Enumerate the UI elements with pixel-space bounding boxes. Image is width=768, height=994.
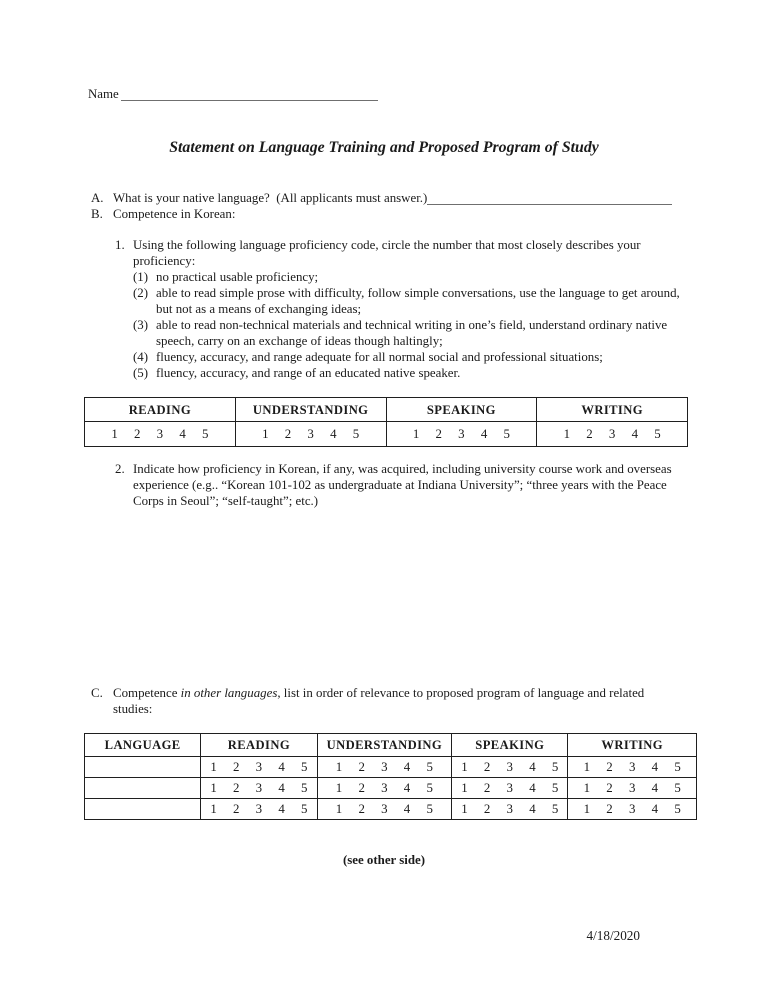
- speaking-header: SPEAKING: [452, 734, 568, 757]
- speaking-scale[interactable]: 1 2 3 4 5: [452, 757, 568, 778]
- item-2-text: Indicate how proficiency in Korean, if any, was acquired, including university course work and overseas experience (e.g.. “Korean 101-102 as undergraduate at Indiana University”; “three years with the Peace Corps in Seoul”; “self-taught”; etc.): [133, 462, 672, 508]
- section-c: [91, 685, 672, 717]
- code-text: able to read simple prose with difficulty, follow simple conversations, use the language to get around, but not as a means of exchanging ideas;: [156, 286, 680, 316]
- section-a: [91, 190, 672, 206]
- writing-header: WRITING: [568, 734, 697, 757]
- section-c-label: C.: [91, 686, 103, 700]
- language-name-cell[interactable]: [85, 778, 201, 799]
- language-name-cell[interactable]: [85, 757, 201, 778]
- language-row-2: [85, 778, 697, 799]
- writing-scale[interactable]: 1 2 3 4 5: [568, 778, 697, 799]
- code-label: (1): [133, 270, 149, 284]
- section-b: [91, 206, 672, 222]
- understanding-header: UNDERSTANDING: [317, 734, 452, 757]
- other-languages-table: [84, 733, 697, 820]
- section-c-suffix: , list in order of relevance to proposed program of language and related studies:: [113, 686, 645, 716]
- korean-writing-header: WRITING: [537, 398, 688, 422]
- code-text: fluency, accuracy, and range of an educated native speaker.: [156, 366, 461, 380]
- korean-speaking-scale[interactable]: 1 2 3 4 5: [386, 422, 537, 447]
- understanding-scale[interactable]: 1 2 3 4 5: [317, 757, 452, 778]
- reading-scale[interactable]: 1 2 3 4 5: [201, 757, 317, 778]
- code-text: able to read non-technical materials and technical writing in one’s field, understand ordinary native speech, carry on an exchange of ideas though haltingly;: [156, 318, 668, 348]
- korean-proficiency-table: [84, 397, 688, 447]
- speaking-scale[interactable]: 1 2 3 4 5: [452, 778, 568, 799]
- code-label: (4): [133, 350, 149, 364]
- native-language-blank[interactable]: [427, 190, 672, 205]
- writing-scale[interactable]: 1 2 3 4 5: [568, 799, 697, 820]
- section-c-text: [113, 685, 672, 717]
- table-header-row: [85, 734, 697, 757]
- code-text: no practical usable proficiency;: [156, 270, 319, 284]
- korean-writing-scale[interactable]: 1 2 3 4 5: [537, 422, 688, 447]
- section-a-label: A.: [91, 191, 104, 205]
- name-label: Name: [88, 87, 119, 101]
- code-label: (2): [133, 286, 149, 300]
- item-2-answer-area[interactable]: [133, 516, 672, 676]
- reading-header: READING: [201, 734, 317, 757]
- code-item: [133, 317, 683, 349]
- language-header: LANGUAGE: [85, 734, 201, 757]
- understanding-scale[interactable]: 1 2 3 4 5: [317, 778, 452, 799]
- korean-speaking-header: SPEAKING: [386, 398, 537, 422]
- item-1-label: 1.: [115, 238, 125, 252]
- section-a-text: What is your native language? (All applicants must answer.): [113, 191, 428, 205]
- revision-date: 4/18/2020: [586, 928, 640, 943]
- writing-scale[interactable]: 1 2 3 4 5: [568, 757, 697, 778]
- table-header-row: [85, 398, 688, 422]
- item-1-text: Using the following language proficiency code, circle the number that most closely describes your proficiency:: [133, 238, 641, 268]
- language-row-1: [85, 757, 697, 778]
- item-2: [115, 461, 672, 509]
- code-item: [133, 285, 683, 317]
- name-row: [88, 86, 378, 102]
- language-name-cell[interactable]: [85, 799, 201, 820]
- page-title: Statement on Language Training and Proposed Program of Study: [169, 139, 599, 156]
- section-b-text: Competence in Korean:: [113, 207, 236, 221]
- code-text: fluency, accuracy, and range adequate for all normal social and professional situations;: [156, 350, 603, 364]
- korean-reading-scale[interactable]: 1 2 3 4 5: [85, 422, 236, 447]
- section-c-italic: in other languages: [180, 686, 278, 700]
- korean-reading-header: READING: [85, 398, 236, 422]
- code-label: (5): [133, 366, 149, 380]
- see-other-side-note: (see other side): [342, 853, 426, 867]
- code-item: [133, 269, 683, 285]
- reading-scale[interactable]: 1 2 3 4 5: [201, 799, 317, 820]
- speaking-scale[interactable]: 1 2 3 4 5: [452, 799, 568, 820]
- section-c-prefix: Competence: [113, 686, 181, 700]
- item-2-label: 2.: [115, 462, 125, 476]
- item-1: [115, 237, 672, 269]
- korean-understanding-scale[interactable]: 1 2 3 4 5: [235, 422, 386, 447]
- code-label: (3): [133, 318, 149, 332]
- code-item: [133, 349, 683, 365]
- proficiency-code-list: [133, 269, 683, 381]
- name-blank[interactable]: [121, 86, 378, 101]
- table-row: [85, 422, 688, 447]
- language-row-3: [85, 799, 697, 820]
- korean-understanding-header: UNDERSTANDING: [235, 398, 386, 422]
- reading-scale[interactable]: 1 2 3 4 5: [201, 778, 317, 799]
- understanding-scale[interactable]: 1 2 3 4 5: [317, 799, 452, 820]
- code-item: [133, 365, 683, 381]
- section-b-label: B.: [91, 207, 103, 221]
